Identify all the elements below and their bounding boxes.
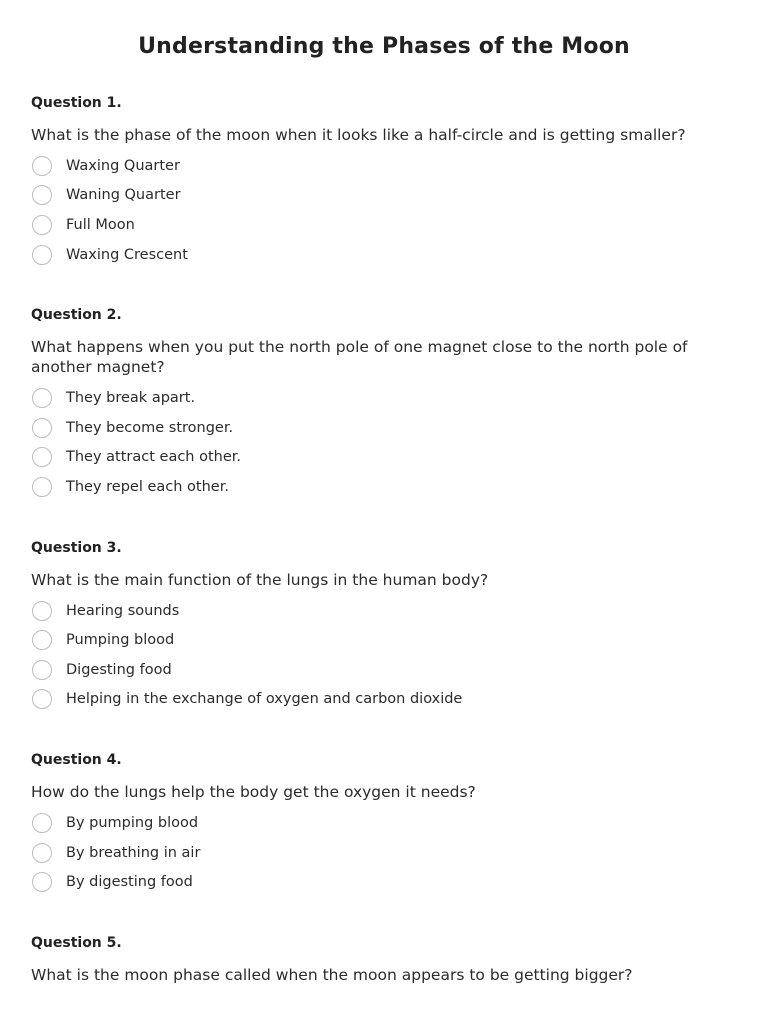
answer-option-label: Pumping blood — [66, 632, 175, 649]
answer-option-label: Waxing Quarter — [66, 157, 180, 174]
radio-button[interactable] — [32, 156, 52, 176]
answer-option-label: They attract each other. — [66, 449, 242, 466]
answer-option[interactable] — [31, 443, 737, 473]
page-title: Understanding the Phases of the Moon — [138, 34, 630, 59]
question-label: Question 3. — [31, 539, 122, 556]
answer-option[interactable] — [31, 210, 737, 240]
question-5 — [31, 934, 737, 985]
answer-option[interactable] — [31, 808, 737, 838]
question-label: Question 5. — [31, 934, 122, 951]
answer-option[interactable] — [31, 625, 737, 655]
answer-option[interactable] — [31, 655, 737, 685]
radio-button[interactable] — [32, 872, 52, 892]
answer-option[interactable] — [31, 413, 737, 443]
answer-option[interactable] — [31, 867, 737, 897]
answer-options — [31, 808, 737, 897]
question-text: How do the lungs help the body get the oxygen it needs? — [31, 783, 476, 802]
answer-option[interactable] — [31, 596, 737, 626]
answer-option-label: Waning Quarter — [66, 187, 181, 204]
answer-option-label: Digesting food — [66, 661, 172, 678]
question-text: What is the moon phase called when the moon appears to be getting bigger? — [31, 965, 633, 984]
answer-option[interactable] — [31, 838, 737, 868]
question-text: What is the phase of the moon when it looks like a half-circle and is getting smaller? — [31, 126, 686, 144]
question-1 — [31, 94, 737, 269]
radio-button[interactable] — [32, 660, 52, 680]
answer-option-label: Waxing Crescent — [66, 246, 188, 263]
radio-button[interactable] — [32, 477, 52, 497]
answer-options — [31, 151, 737, 269]
answer-option-label: They become stronger. — [66, 419, 234, 436]
answer-option-label: By breathing in air — [66, 844, 201, 861]
answer-option[interactable] — [31, 383, 737, 413]
question-label: Question 2. — [31, 307, 122, 324]
answer-option[interactable] — [31, 240, 737, 270]
radio-button[interactable] — [32, 689, 52, 709]
answer-option-label: They repel each other. — [66, 478, 229, 495]
answer-option-label: By digesting food — [66, 874, 193, 891]
answer-option-label: Helping in the exchange of oxygen and carbon dioxide — [66, 691, 463, 708]
question-label: Question 4. — [31, 752, 122, 769]
answer-options — [31, 596, 737, 714]
radio-button[interactable] — [32, 843, 52, 863]
radio-button[interactable] — [32, 630, 52, 650]
answer-option[interactable] — [31, 685, 737, 715]
answer-option[interactable] — [31, 472, 737, 502]
question-4 — [31, 751, 737, 897]
answer-option-label: Hearing sounds — [66, 602, 180, 619]
answer-option-label: By pumping blood — [66, 814, 199, 831]
radio-button[interactable] — [32, 418, 52, 438]
answer-option[interactable] — [31, 151, 737, 181]
radio-button[interactable] — [32, 388, 52, 408]
radio-button[interactable] — [32, 215, 52, 235]
radio-button[interactable] — [32, 813, 52, 833]
question-label: Question 1. — [31, 95, 122, 111]
question-text: What is the main function of the lungs in the human body? — [31, 570, 489, 589]
answer-option-label: They break apart. — [66, 390, 196, 407]
radio-button[interactable] — [32, 601, 52, 621]
question-3 — [31, 539, 737, 714]
answer-option[interactable] — [31, 181, 737, 211]
answer-option-label: Full Moon — [66, 216, 135, 233]
question-2 — [31, 306, 737, 501]
answer-options — [31, 383, 737, 501]
radio-button[interactable] — [32, 185, 52, 205]
radio-button[interactable] — [32, 447, 52, 467]
question-text: What happens when you put the north pole of one magnet close to the north pole of another magnet? — [31, 338, 688, 377]
radio-button[interactable] — [32, 245, 52, 265]
